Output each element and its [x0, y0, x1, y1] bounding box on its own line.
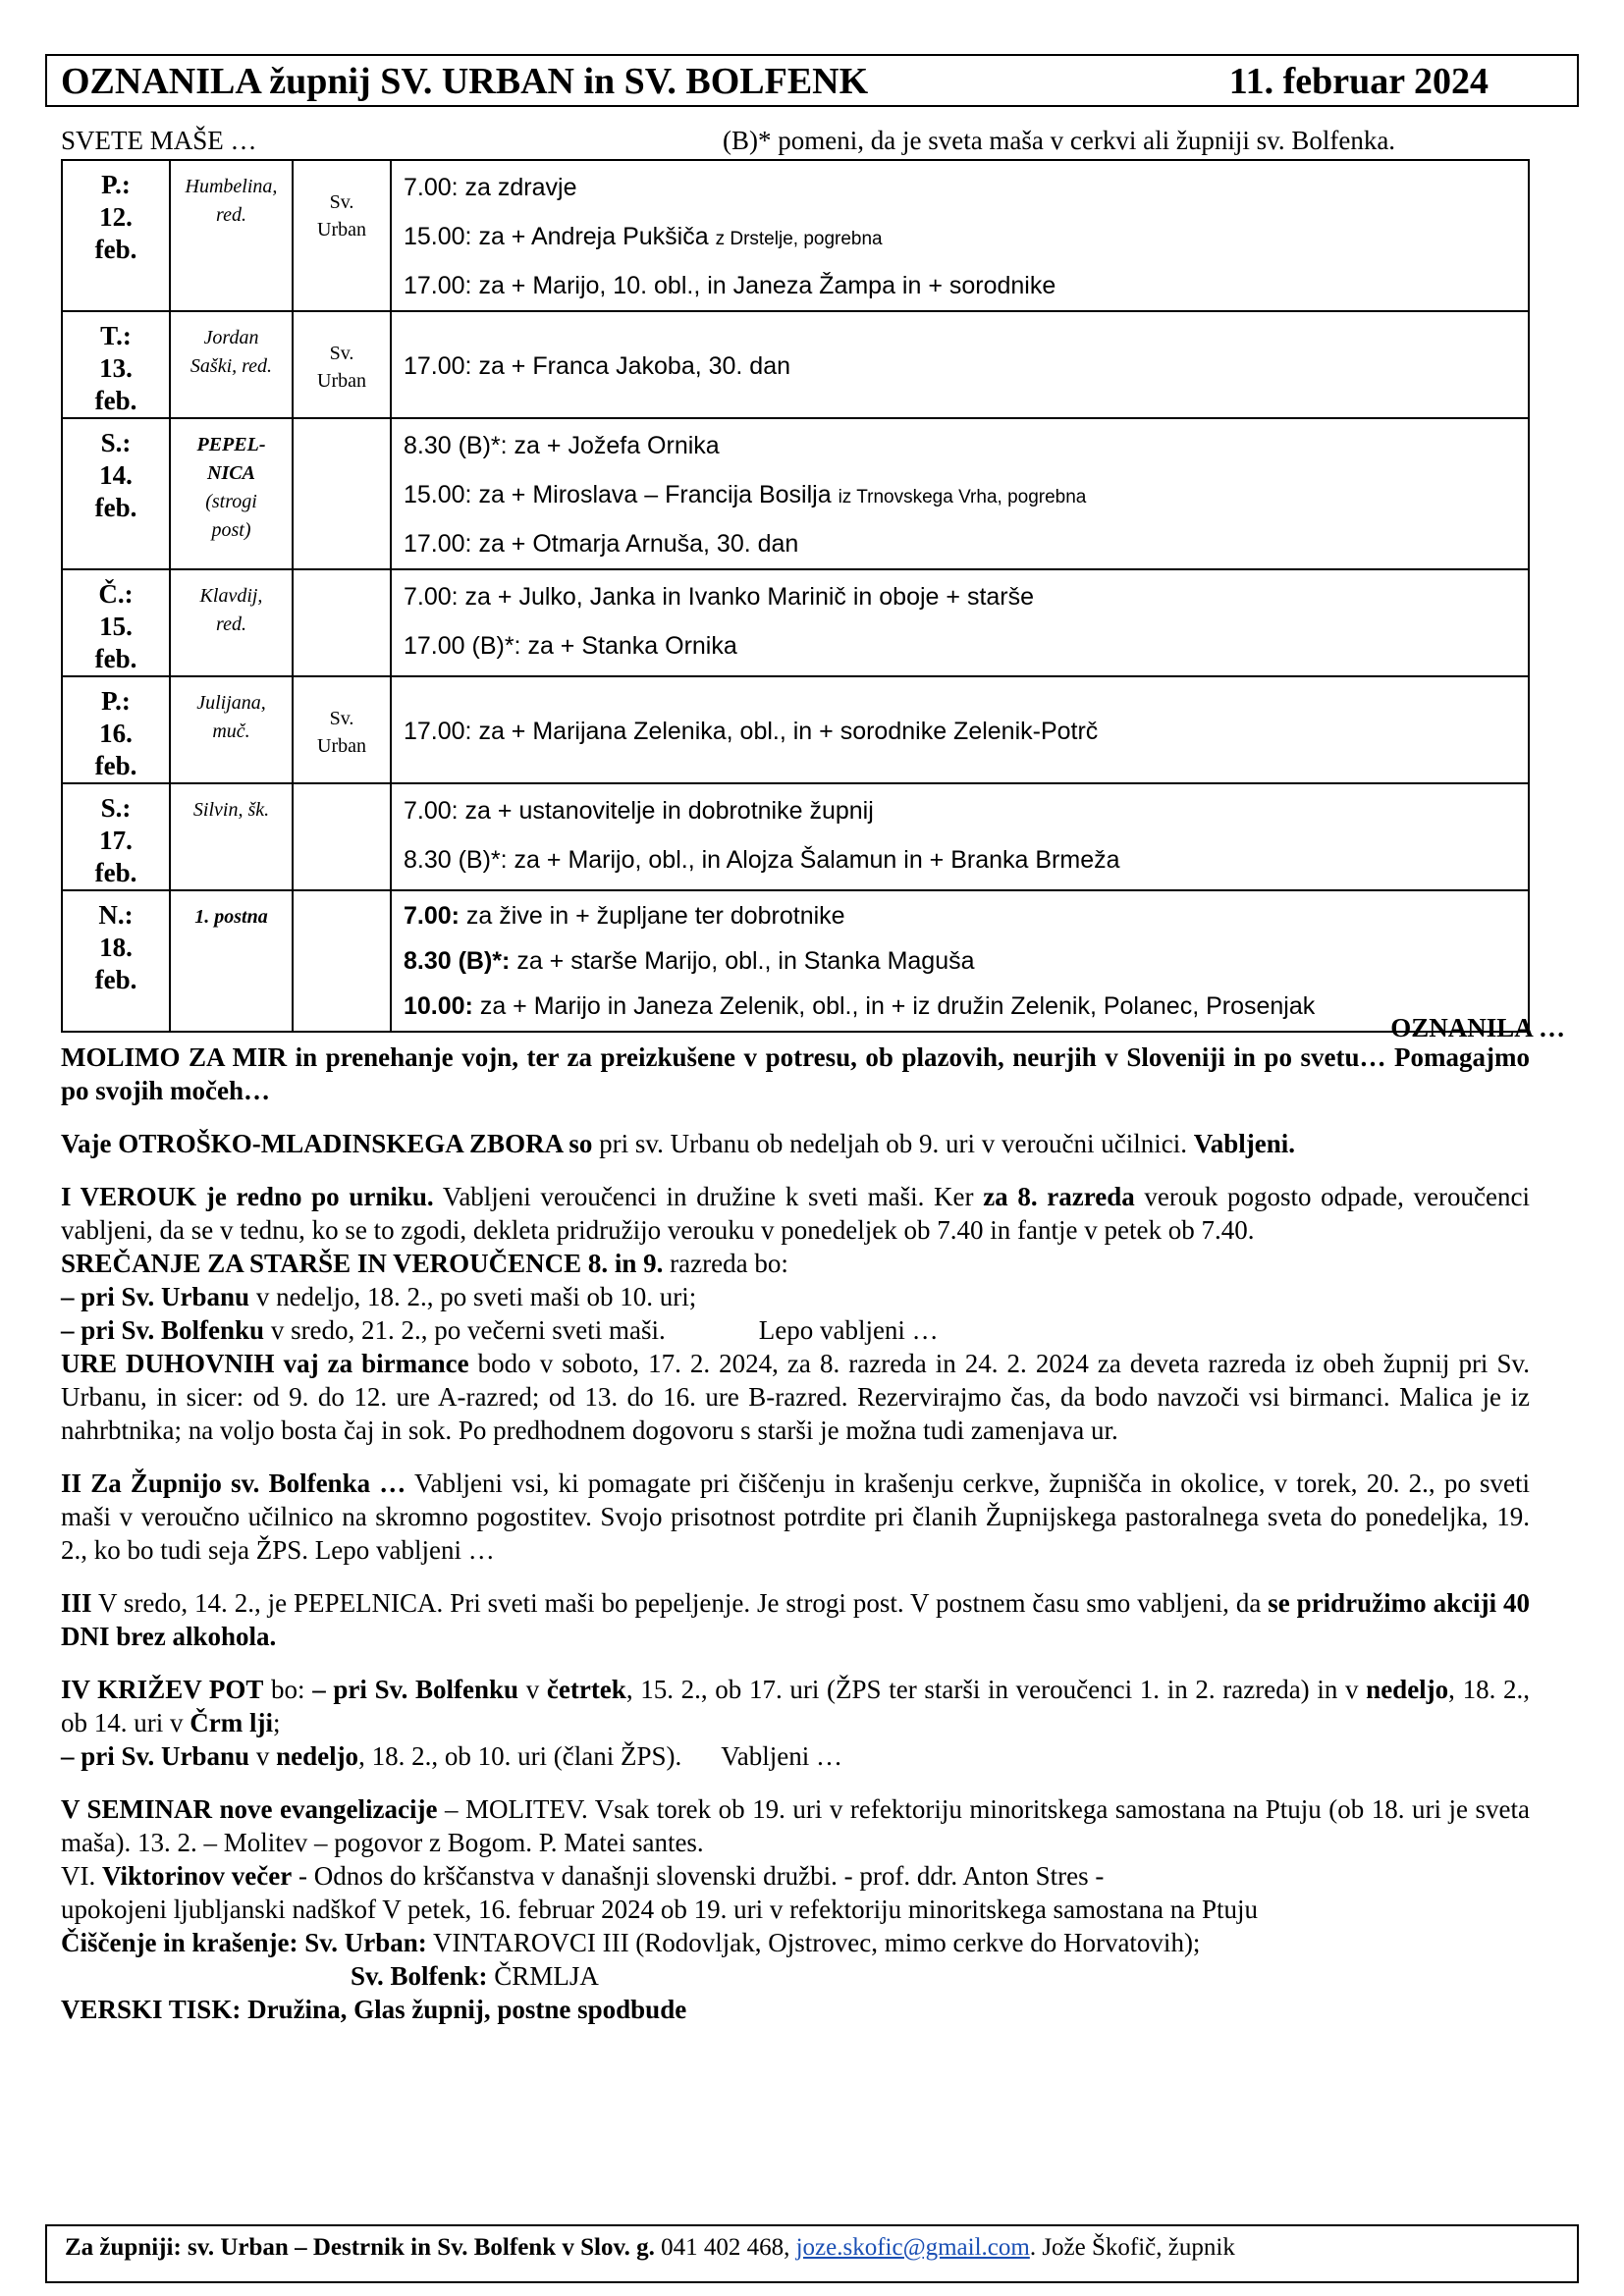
notice-zbor: Vaje OTROŠKO-MLADINSKEGA ZBORA so pri sv. Urbanu ob nedeljah ob 9. uri v veroučni učilnici. Vabljeni.: [61, 1129, 1295, 1158]
mass-entry: [404, 519, 1528, 568]
day-mon: feb.: [94, 858, 137, 887]
mass-entry: [404, 621, 1528, 670]
day-cell: [62, 890, 170, 1032]
church-cell: [293, 311, 391, 418]
saint-line: Silvin, šk.: [192, 799, 270, 821]
mass-entry: [404, 786, 1528, 835]
masses-cell: [391, 311, 1529, 418]
day-day: N.:: [98, 900, 134, 930]
day-day: P.:: [101, 686, 131, 716]
day-num: 18.: [99, 933, 133, 962]
notice-verouk: I VEROUK je redno po urniku. Vabljeni veroučenci in družine k sveti maši. Ker za 8. razreda verouk pogosto odpade, veroučenci vabljeni, da se v tednu, ko se to zgodi, dekleta pridružijo verouku v ponedeljek ob 7.40 in fantje v petek ob 7.40.: [61, 1182, 1530, 1245]
schedule-row: [62, 418, 1529, 569]
church-cell: [293, 569, 391, 676]
saint-line: Jordan: [203, 327, 259, 348]
mass-entry: [404, 342, 1528, 391]
mass-intention: 8.30 (B)*: za + Jožefa Ornika: [404, 432, 720, 459]
masses-cell: [391, 676, 1529, 783]
notice-iii: III V sredo, 14. 2., je PEPELNICA. Pri sveti maši bo pepeljenje. Je strogi post. V postnem času smo vabljeni, da se pridružimo akciji 40 DNI brez alkohola.: [61, 1588, 1530, 1651]
mass-intention: 17.00: za + Otmarja Arnuša, 30. dan: [404, 530, 799, 558]
footer-email-link[interactable]: joze.skofic@gmail.com: [795, 2234, 1030, 2261]
day-num: 15.: [99, 612, 133, 641]
mass-intention: 15.00: za + Andreja Pukšiča: [404, 223, 709, 250]
church-line: Sv.: [329, 343, 354, 364]
notice-vi-cont: upokojeni ljubljanski nadškof V petek, 16. februar 2024 ob 19. uri v refektoriju minoritskega samostana na Ptuju: [61, 1895, 1259, 1924]
church-line: Sv.: [329, 708, 354, 729]
day-day: S.:: [100, 428, 132, 457]
mass-time: 7.00:: [404, 902, 460, 930]
day-day: S.:: [100, 793, 132, 823]
saint-line: red.: [216, 614, 246, 635]
saint-line: NICA: [207, 462, 255, 484]
footer-parishes: Za župniji: sv. Urban – Destrnik in Sv. Bolfenk v Slov. g.: [65, 2234, 655, 2261]
masses-cell: [391, 569, 1529, 676]
saint-line: Humbelina,: [185, 176, 278, 197]
masses-cell: [391, 890, 1529, 1032]
notice-v: V SEMINAR nove evangelizacije – MOLITEV. Vsak torek ob 19. uri v refektoriju minoritskega samostana na Ptuju (ob 18. uri je sveta maša). 13. 2. – Molitev – pogovor z Bogom. P. Matei santes.: [61, 1794, 1530, 1857]
mass-intention: 15.00: za + Miroslava – Francija Bosilja: [404, 481, 832, 508]
page-footer: [45, 2224, 1579, 2283]
day-mon: feb.: [94, 965, 137, 994]
day-num: 14.: [99, 460, 133, 490]
masses-cell: [391, 783, 1529, 890]
church-line: Sv.: [329, 191, 354, 213]
mass-entry: [404, 572, 1528, 621]
mass-entry: [404, 421, 1528, 470]
mass-entry: [404, 984, 1528, 1029]
notice-mir: MOLIMO ZA MIR in prenehanje vojn, ter za preizkušene v potresu, ob plazovih, neurjih v Sloveniji in po svetu… Pomagajmo po svojih močeh…: [61, 1042, 1530, 1105]
mass-schedule-table: [61, 159, 1530, 1033]
day-mon: feb.: [94, 644, 137, 673]
day-num: 16.: [99, 719, 133, 748]
saint-cell: [170, 311, 293, 418]
saint-line: (strogi: [205, 491, 257, 512]
masses-heading: SVETE MAŠE …: [61, 126, 257, 155]
issue-date: 11. februar 2024: [1228, 61, 1489, 102]
church-cell: [293, 783, 391, 890]
day-day: P.:: [101, 170, 131, 199]
page-header: [45, 54, 1579, 107]
mass-time: 10.00:: [404, 992, 473, 1020]
notice-tisk: VERSKI TISK: Družina, Glas župnij, postne spodbude: [61, 1995, 687, 2024]
saint-line: Klavdij,: [199, 585, 263, 607]
saint-line: Saški, red.: [189, 355, 273, 377]
mass-entry: [404, 470, 1528, 519]
notice-vi: VI. Viktorinov večer - Odnos do krščanstva v današnji slovenski družbi. - prof. ddr. Anton Stres -: [61, 1861, 1105, 1891]
mass-intention: 7.00: za + ustanovitelje in dobrotnike župnij: [404, 797, 874, 825]
mass-note: iz Trnovskega Vrha, pogrebna: [838, 487, 1087, 507]
notice-ciscenje: Čiščenje in krašenje: Sv. Urban: VINTAROVCI III (Rodovljak, Ojstrovec, mimo cerkve do Horvatovih);: [61, 1928, 1201, 1957]
day-cell: [62, 676, 170, 783]
day-cell: [62, 569, 170, 676]
saint-cell: [170, 418, 293, 569]
church-line: Urban: [317, 735, 366, 757]
schedule-row: [62, 890, 1529, 1032]
legend-note: (B)* pomeni, da je sveta maša v cerkvi ali župniji sv. Bolfenka.: [723, 126, 1396, 155]
church-line: Urban: [317, 370, 366, 392]
mass-intention: 17.00: za + Marijana Zelenika, obl., in + sorodnike Zelenik-Potrč: [404, 717, 1099, 745]
day-day: Č.:: [98, 579, 134, 609]
day-cell: [62, 783, 170, 890]
mass-entry: [404, 212, 1528, 261]
day-num: 13.: [99, 353, 133, 383]
schedule-row: [62, 569, 1529, 676]
mass-entry: [404, 893, 1528, 938]
saint-line: 1. postna: [194, 906, 268, 928]
mass-intention: 17.00: za + Marijo, 10. obl., in Janeza Žampa in + sorodnike: [404, 272, 1056, 299]
day-mon: feb.: [94, 235, 137, 264]
page-title: OZNANILA župnij SV. URBAN in SV. BOLFENK: [61, 61, 869, 102]
mass-entry: [404, 938, 1528, 984]
saint-cell: [170, 783, 293, 890]
notice-srecanje-bolfenk: – pri Sv. Bolfenku v sredo, 21. 2., po večerni sveti maši. Lepo vabljeni …: [61, 1315, 939, 1345]
footer-phone: 041 402 468,: [654, 2234, 796, 2261]
schedule-row: [62, 311, 1529, 418]
church-line: Urban: [317, 219, 366, 240]
notices: [61, 1041, 1530, 2026]
notice-iv-urban: – pri Sv. Urbanu v nedeljo, 18. 2., ob 10. uri (člani ŽPS). Vabljeni …: [61, 1741, 843, 1771]
saint-cell: [170, 890, 293, 1032]
day-mon: feb.: [94, 493, 137, 522]
saint-line: PEPEL-: [196, 434, 266, 455]
day-cell: [62, 311, 170, 418]
day-num: 17.: [99, 826, 133, 855]
schedule-row: [62, 783, 1529, 890]
masses-cell: [391, 418, 1529, 569]
mass-entry: [404, 707, 1528, 756]
notice-srecanje: SREČANJE ZA STARŠE IN VEROUČENCE 8. in 9. razreda bo:: [61, 1249, 788, 1278]
saint-line: post): [211, 519, 251, 541]
saint-cell: [170, 569, 293, 676]
mass-entry: [404, 261, 1528, 310]
church-cell: [293, 890, 391, 1032]
notice-srecanje-urban: – pri Sv. Urbanu v nedeljo, 18. 2., po sveti maši ob 10. uri;: [61, 1282, 697, 1311]
schedule-row: [62, 160, 1529, 311]
mass-intention: 17.00: za + Franca Jakoba, 30. dan: [404, 351, 791, 380]
mass-intention: za + starše Marijo, obl., in Stanka Maguša: [510, 947, 975, 975]
day-day: T.:: [100, 321, 132, 350]
notice-ii: II Za Župnijo sv. Bolfenka … Vabljeni vsi, ki pomagate pri čiščenju in krašenju cerkve, župnišča in okolice, v torek, 20. 2., po sveti maši v veroučno učilnico na skromno pogostitev. Svojo prisotnost potrdite pri članih Župnijskega pastoralnega sveta do ponedeljka, 19. 2., ko bo tudi seja ŽPS. Lepo vabljeni …: [61, 1468, 1530, 1565]
notice-ure: URE DUHOVNIH vaj za birmance bodo v soboto, 17. 2. 2024, za 8. razreda in 24. 2. 2024 za deveta razreda iz obeh župnij pri Sv. Urbanu, in sicer: od 9. do 12. ure A-razred; od 13. do 16. ure B-razred. Rezervirajmo čas, da bodo navzoči vsi birmanci. Malica je iz nahrbtnika; na voljo bosta čaj in sok. Po predhodnem dogovoru s starši je možna tudi zamenjava ur.: [61, 1349, 1530, 1445]
saint-line: red.: [216, 204, 246, 226]
church-cell: [293, 418, 391, 569]
day-cell: [62, 418, 170, 569]
notice-ciscenje-bolfenk: Sv. Bolfenk: ČRMLJA: [351, 1961, 599, 1991]
masses-cell: [391, 160, 1529, 311]
footer-priest: . Jože Škofič, župnik: [1029, 2234, 1235, 2261]
mass-note: z Drstelje, pogrebna: [715, 229, 883, 249]
day-mon: feb.: [94, 386, 137, 415]
mass-time: 8.30 (B)*:: [404, 947, 511, 975]
mass-entry: [404, 163, 1528, 212]
church-cell: [293, 676, 391, 783]
mass-entry: [404, 835, 1528, 884]
saint-cell: [170, 676, 293, 783]
mass-intention: za + Marijo in Janeza Zelenik, obl., in + iz družin Zelenik, Polanec, Prosenjak: [472, 992, 1316, 1020]
day-cell: [62, 160, 170, 311]
mass-intention: 7.00: za + Julko, Janka in Ivanko Marinič in oboje + starše: [404, 583, 1035, 611]
oznanila-tag: OZNANILA …: [1390, 1013, 1565, 1042]
day-mon: feb.: [94, 751, 137, 780]
schedule-row: [62, 676, 1529, 783]
saint-line: muč.: [212, 721, 250, 742]
mass-intention: za žive in + župljane ter dobrotnike: [459, 902, 845, 930]
saint-cell: [170, 160, 293, 311]
mass-intention: 8.30 (B)*: za + Marijo, obl., in Alojza Šalamun in + Branka Brmeža: [404, 846, 1120, 874]
saint-line: Julijana,: [196, 692, 266, 714]
mass-intention: 7.00: za zdravje: [404, 174, 577, 201]
notice-iv: IV KRIŽEV POT bo: – pri Sv. Bolfenku v četrtek, 15. 2., ob 17. uri (ŽPS ter starši in veroučenci 1. in 2. razreda) in v nedeljo, 18. 2., ob 14. uri v Črm lji;: [61, 1675, 1530, 1737]
mass-intention: 17.00 (B)*: za + Stanka Ornika: [404, 632, 737, 660]
church-cell: [293, 160, 391, 311]
day-num: 12.: [99, 202, 133, 232]
